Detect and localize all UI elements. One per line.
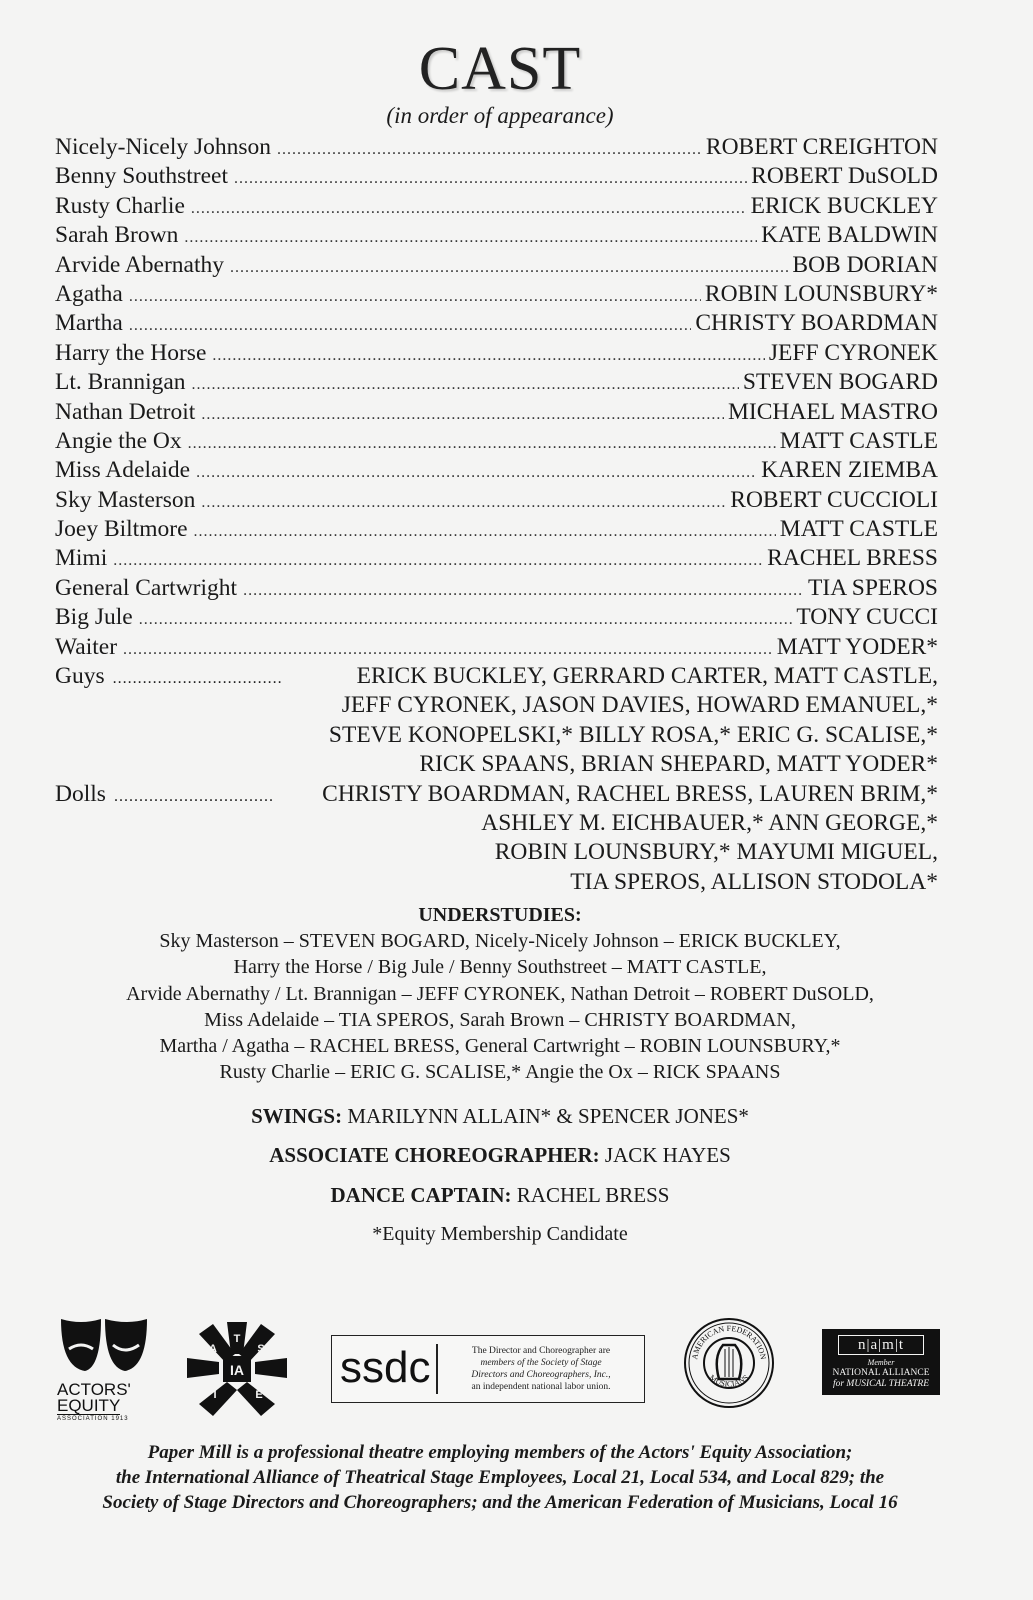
understudy-line: Arvide Abernathy / Lt. Brannigan – JEFF CYRONEK, Nathan Detroit – ROBERT DuSOLD, xyxy=(126,982,874,1005)
role-name: General Cartwright xyxy=(55,574,238,601)
role-name: Nathan Detroit xyxy=(55,398,196,425)
dance-captain-label: DANCE CAPTAIN: xyxy=(330,1183,512,1207)
group-line: RICK SPAANS, BRIAN SHEPARD, MATT YODER* xyxy=(419,751,938,778)
cast-row xyxy=(55,633,938,662)
actor-name: MATT CASTLE xyxy=(779,516,938,543)
ensemble-dolls xyxy=(55,780,938,898)
cast-row xyxy=(55,544,938,573)
group-label: Guys xyxy=(55,663,105,690)
dance-captain-credit xyxy=(0,1183,1000,1208)
actor-name: ROBERT DuSOLD xyxy=(751,163,938,190)
iatse-center-text: IA xyxy=(230,1362,244,1378)
ssdc-text-line: an independent national labor union. xyxy=(471,1382,611,1392)
group-line: ERICK BUCKLEY, GERRARD CARTER, MATT CASTLE, xyxy=(356,663,938,690)
cast-row xyxy=(55,574,938,603)
cast-row xyxy=(55,280,938,309)
role-name: Sky Masterson xyxy=(55,486,196,513)
actor-name: ROBIN LOUNSBURY* xyxy=(704,280,938,307)
role-name: Agatha xyxy=(55,280,123,307)
actors-equity-line2: EQUITY xyxy=(57,1396,121,1415)
role-name: Sarah Brown xyxy=(55,222,179,249)
afm-ring-bottom: MUSICIANS xyxy=(707,1372,751,1389)
cast-row xyxy=(55,515,938,544)
cast-row xyxy=(55,427,938,456)
actor-name: MATT CASTLE xyxy=(779,427,938,454)
cast-row xyxy=(55,368,938,397)
union-logos xyxy=(0,1315,1033,1425)
leader-dots xyxy=(139,605,793,634)
group-line: ASHLEY M. EICHBAUER,* ANN GEORGE,* xyxy=(481,809,938,836)
actor-name: CHRISTY BOARDMAN xyxy=(695,310,938,337)
dance-captain-value: RACHEL BRESS xyxy=(516,1183,670,1207)
actor-name: ERICK BUCKLEY xyxy=(750,192,938,219)
actor-name: MATT YODER* xyxy=(776,633,938,660)
associate-choreographer-credit xyxy=(0,1143,1000,1168)
afm-seal-icon xyxy=(683,1317,775,1409)
understudy-line: Sky Masterson – STEVEN BOGARD, Nicely-Nicely Johnson – ERICK BUCKLEY, xyxy=(159,930,841,953)
actor-name: TONY CUCCI xyxy=(796,604,938,631)
understudies-heading: UNDERSTUDIES: xyxy=(418,904,582,926)
role-name: Rusty Charlie xyxy=(55,192,185,219)
leader-dots xyxy=(192,370,739,399)
iatse-letter: E xyxy=(255,1389,263,1401)
role-name: Harry the Horse xyxy=(55,339,207,366)
role-name: Benny Southstreet xyxy=(55,163,228,190)
leader-dots xyxy=(123,635,773,664)
cast-list xyxy=(55,133,938,897)
leader-dots xyxy=(201,488,726,517)
afm-logo xyxy=(683,1317,775,1409)
equity-note: *Equity Membership Candidate xyxy=(372,1223,628,1245)
cast-row xyxy=(55,398,938,427)
cast-row xyxy=(55,339,938,368)
leader-dots xyxy=(113,664,283,693)
namt-line3: for MUSICAL THEATRE xyxy=(832,1379,930,1389)
cast-row xyxy=(55,603,938,632)
leader-dots xyxy=(230,253,788,282)
ensemble-guys xyxy=(55,662,938,780)
namt-logo xyxy=(822,1329,940,1395)
leader-dots xyxy=(114,782,274,811)
role-name: Joey Biltmore xyxy=(55,516,188,543)
actor-name: JEFF CYRONEK xyxy=(768,339,938,366)
cast-row xyxy=(55,456,938,485)
ssdc-text-line: Directors and Choreographers, Inc., xyxy=(471,1370,611,1380)
ssdc-logo xyxy=(331,1335,645,1403)
iatse-letter: A xyxy=(209,1343,217,1355)
page-subtitle: (in order of appearance) xyxy=(386,103,614,128)
understudy-line: Martha / Agatha – RACHEL BRESS, General Cartwright – ROBIN LOUNSBURY,* xyxy=(159,1035,841,1058)
actor-name: BOB DORIAN xyxy=(792,251,938,278)
actor-name: MICHAEL MASTRO xyxy=(728,398,938,425)
ssdc-text-line: members of the Society of Stage xyxy=(480,1358,602,1368)
cast-row xyxy=(55,162,938,191)
role-name: Angie the Ox xyxy=(55,427,182,454)
namt-line2: NATIONAL ALLIANCE xyxy=(832,1368,930,1378)
understudy-line: Miss Adelaide – TIA SPEROS, Sarah Brown – CHRISTY BOARDMAN, xyxy=(204,1008,796,1031)
actors-equity-line1: ACTORS' xyxy=(57,1380,131,1399)
leader-dots xyxy=(129,311,691,340)
group-line: ROBIN LOUNSBURY,* MAYUMI MIGUEL, xyxy=(494,839,938,866)
footer-line: Paper Mill is a professional theatre employing members of the Actors' Equity Association; xyxy=(147,1442,853,1463)
cast-row xyxy=(55,309,938,338)
associate-choreographer-label: ASSOCIATE CHOREOGRAPHER: xyxy=(269,1143,600,1167)
swings-credit xyxy=(0,1104,1000,1129)
leader-dots xyxy=(113,546,763,575)
leader-dots xyxy=(212,341,765,370)
leader-dots xyxy=(184,223,757,252)
footer-statement xyxy=(0,1440,1000,1515)
iatse-letter: T xyxy=(233,1333,241,1345)
iatse-logo xyxy=(183,1320,291,1420)
actor-name: KAREN ZIEMBA xyxy=(761,457,938,484)
leader-dots xyxy=(196,458,757,487)
leader-dots xyxy=(191,194,747,223)
cast-row xyxy=(55,486,938,515)
actor-name: KATE BALDWIN xyxy=(761,222,938,249)
cast-row xyxy=(55,221,938,250)
actor-name: RACHEL BRESS xyxy=(767,545,938,572)
footer-line: Society of Stage Directors and Choreographers; and the American Federation of Musicians, Local 16 xyxy=(102,1492,898,1513)
actors-equity-logo xyxy=(55,1315,155,1420)
namt-member: Member xyxy=(867,1358,895,1367)
cast-row xyxy=(55,192,938,221)
actor-name: ROBERT CREIGHTON xyxy=(705,134,938,160)
swings-label: SWINGS: xyxy=(251,1104,343,1128)
footer-line: the International Alliance of Theatrical Stage Employees, Local 21, Local 534, and Local 829; the xyxy=(115,1467,885,1488)
actor-name: ROBERT CUCCIOLI xyxy=(730,486,938,513)
iatse-letter: S xyxy=(257,1343,265,1355)
leader-dots xyxy=(277,135,702,164)
role-name: Big Jule xyxy=(55,604,133,631)
associate-choreographer-value: JACK HAYES xyxy=(604,1143,731,1167)
role-name: Waiter xyxy=(55,633,118,660)
cast-row xyxy=(55,251,938,280)
actor-name: TIA SPEROS xyxy=(808,574,938,601)
role-name: Martha xyxy=(55,310,123,337)
group-line: STEVE KONOPELSKI,* BILLY ROSA,* ERIC G. SCALISE,* xyxy=(328,721,938,748)
role-name: Lt. Brannigan xyxy=(55,369,186,396)
leader-dots xyxy=(188,429,776,458)
leader-dots xyxy=(194,517,776,546)
ssdc-text-line: The Director and Choreographer are xyxy=(471,1346,611,1356)
afm-ring-top: AMERICAN FEDERATION xyxy=(690,1323,768,1361)
namt-mark: n|a|m|t xyxy=(838,1335,924,1355)
group-line: TIA SPEROS, ALLISON STODOLA* xyxy=(570,868,938,895)
leader-dots xyxy=(243,576,804,605)
understudies-section xyxy=(0,902,1000,1085)
actors-equity-line3: ASSOCIATION 1913 xyxy=(57,1416,129,1422)
theatre-masks-icon xyxy=(55,1315,155,1377)
ssdc-mark: ssdc xyxy=(340,1343,431,1392)
group-line: JEFF CYRONEK, JASON DAVIES, HOWARD EMANUEL,* xyxy=(341,692,938,719)
role-name: Mimi xyxy=(55,545,108,572)
group-line: CHRISTY BOARDMAN, RACHEL BRESS, LAUREN BRIM,* xyxy=(322,780,938,807)
role-name: Arvide Abernathy xyxy=(55,251,225,278)
group-label: Dolls xyxy=(55,780,106,807)
iatse-emblem-icon xyxy=(183,1320,291,1420)
iatse-letter: I xyxy=(213,1389,217,1401)
leader-dots xyxy=(129,282,701,311)
actor-name: STEVEN BOGARD xyxy=(742,369,938,396)
role-name: Nicely-Nicely Johnson xyxy=(55,134,272,160)
role-name: Miss Adelaide xyxy=(55,457,191,484)
understudy-line: Rusty Charlie – ERIC G. SCALISE,* Angie the Ox – RICK SPAANS xyxy=(219,1061,781,1084)
swings-value: MARILYNN ALLAIN* & SPENCER JONES* xyxy=(347,1104,749,1128)
leader-dots xyxy=(234,164,747,193)
cast-row xyxy=(55,133,938,162)
leader-dots xyxy=(201,400,724,429)
understudy-line: Harry the Horse / Big Jule / Benny Southstreet – MATT CASTLE, xyxy=(233,956,767,979)
page-title: CAST xyxy=(418,35,582,103)
ssdc-divider xyxy=(436,1344,438,1394)
